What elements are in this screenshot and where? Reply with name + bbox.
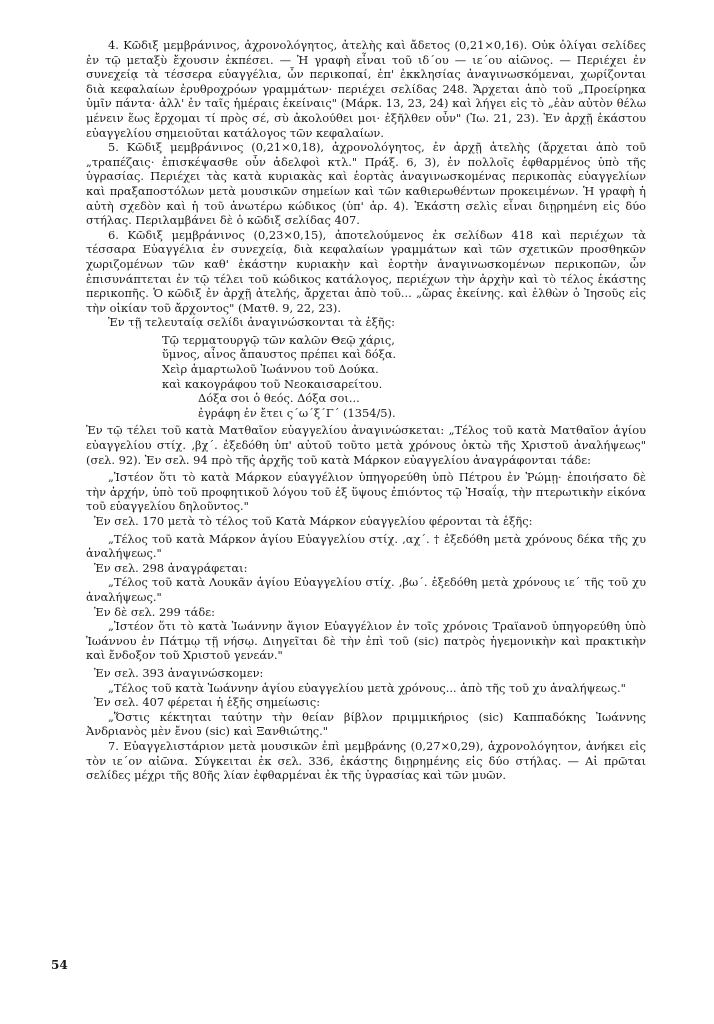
colophon-verse bbox=[86, 333, 646, 421]
owner-note-quote: „Ὅστις κέκτηται ταύτην τὴν θείαν βίβλον πριμμικήριος (sic) Καππαδόκης Ἰωάννης Ἀνδριανὸς μὲν ἔνου (sic) καὶ Ξανθιώτης." bbox=[86, 709, 646, 739]
page-number: 54 bbox=[51, 958, 68, 972]
verse-line: Δόξα σοι ὁ θεός. Δόξα σοι... bbox=[198, 391, 360, 406]
verse-line: ἐγράφη ἐν ἔτει ς΄ω΄ξ΄Γ΄ (1354/5). bbox=[198, 405, 396, 420]
page-170-intro: Ἐν σελ. 170 μετὰ τὸ τέλος τοῦ Κατὰ Μάρκον εὐαγγελίου φέρονται τὰ ἑξῆς: bbox=[94, 514, 533, 528]
page-299-intro: Ἐν δὲ σελ. 299 τάδε: bbox=[94, 604, 215, 619]
page-298-intro: Ἐν σελ. 298 ἀναγράφεται: bbox=[94, 560, 248, 575]
page-393-intro: Ἐν σελ. 393 ἀναγινώσκομεν: bbox=[94, 665, 264, 680]
verse-line: καὶ κακογράφου τοῦ Νεοκαισαρείτου. bbox=[162, 376, 383, 391]
entry-5: 5. Κῶδιξ μεμβράνινος (0,21×0,18), ἀχρονολόγητος, ἐν ἀρχῇ ἀτελὴς (ἄρχεται ἀπὸ τοῦ „τραπέζαις· ἐπισκέψασθε οὖν ἀδελφοὶ κτλ." Πράξ. 6, 3), ἐν πολλοῖς ἐφθαρμένος ὑπὸ τῆς ὑγρασίας. Περιέχει τὰς κατὰ κυριακὰς καὶ ἑορτὰς ἀναγινωσκομένας περικοπὰς εὐαγγελίων καὶ πραξαποστόλων μετὰ μουσικῶν σημείων καὶ τῶν καθιερωθέντων προκειμένων. Ἡ γραφὴ ἡ αὐτὴ σχεδὸν καὶ ἡ τοῦ ἀνωτέρω κώδικος (ὑπ' ἀρ. 4). Ἑκάστη σελὶς εἶναι διῃρημένη εἰς δύο στήλας. Περιλαμβάνει δὲ ὁ κῶδιξ σελίδας 407. bbox=[86, 140, 646, 228]
entry-6: 6. Κῶδιξ μεμβράνινος (0,23×0,15), ἀποτελούμενος ἐκ σελίδων 418 καὶ περιέχων τὰ τέσσαρα Εὐαγγέλια ἐν συνεχείᾳ, διὰ κεφαλαίων γραμμάτων καὶ τῶν σχετικῶν προσθηκῶν χωριζομένων τῶν καθ' ἑκάστην κυριακὴν καὶ ἑορτὴν ἀναγινωσκομένων περικοπῶν, ὧν ἐπισυνάπτεται ἐν τῷ τέλει τοῦ κώδικος κατάλογος, περιέχων τὴν ἀρχὴν καὶ τὸ τέλος ἑκάστης περικοπῆς. Ὁ κῶδιξ ἐν ἀρχῇ ἀτελής, ἄρχεται ἀπὸ τοῦ... „ὥρας ἐκείνης. καὶ ἐλθὼν ὁ Ἰησοῦς εἰς τὴν οἰκίαν τοῦ ἄρχοντος" (Ματθ. 9, 22, 23). bbox=[86, 227, 646, 315]
page-407-intro: Ἐν σελ. 407 φέρεται ἡ ἑξῆς σημείωσις: bbox=[94, 695, 321, 710]
mark-quote: „Ἰστέον ὅτι τὸ κατὰ Μάρκον εὐαγγέλιον ὑπηγορεύθη ὑπὸ Πέτρου ἐν Ῥώμῃ· ἐποιήσατο δὲ τὴν ἀρχήν, ὑπὸ τοῦ προφητικοῦ λόγου τοῦ ἐξ ὕψους ἐπιόντος τῷ Ἠσαΐᾳ, τὴν πτερωτικὴν εἰκόνα τοῦ εὐαγγελίου δηλοῦντος." bbox=[86, 470, 646, 514]
verse-line: Χεὶρ ἁμαρτωλοῦ Ἰωάννου τοῦ Δούκα. bbox=[162, 362, 379, 377]
matthew-end-note: Ἐν τῷ τέλει τοῦ κατὰ Ματθαῖον εὐαγγελίου ἀναγινώσκεται: „Τέλος τοῦ κατὰ Ματθαῖον ἁγίου εὐαγγελίου στίχ. ‚βχ΄. ἐξεδόθη ὑπ' αὐτοῦ τοῦτο μετὰ χρόνους ὀκτὼ τῆς Χριστοῦ ἀναλήψεως" (σελ. 92). Ἐν σελ. 94 πρὸ τῆς ἀρχῆς τοῦ κατὰ Μάρκον εὐαγγελίου ἀναγράφονται τάδε: bbox=[86, 423, 646, 467]
entry-7: 7. Εὐαγγελιστάριον μετὰ μουσικῶν ἐπὶ μεμβράνης (0,27×0,29), ἀχρονολόγητον, ἀνήκει εἰς τὸν ιε΄ον αἰῶνα. Σύγκειται ἐκ σελ. 336, ἑκάστης διῃρημένης εἰς δύο στήλας. — Αἱ πρῶται σελίδες μέχρι τῆς 80ῆς λίαν ἐφθαρμέναι ἐκ τῆς ὑγρασίας καὶ τῶν μυῶν. bbox=[86, 738, 646, 783]
john-end-quote: „Τέλος τοῦ κατὰ Ἰωάννην ἁγίου εὐαγγελίου μετὰ χρόνους... ἀπὸ τῆς τοῦ χυ ἀναλήψεως." bbox=[108, 680, 626, 695]
verse-line: ὕμνος, αἶνος ἄπαυστος πρέπει καὶ δόξα. bbox=[162, 347, 397, 362]
mark-end-quote: „Τέλος τοῦ κατὰ Μάρκον ἁγίου Εὐαγγελίου στίχ. ‚αχ΄. † ἐξεδόθη μετὰ χρόνους δέκα τῆς χυ ἀναλήψεως." bbox=[86, 531, 646, 561]
page-body bbox=[86, 38, 646, 783]
john-quote: „Ἰστέον ὅτι τὸ κατὰ Ἰωάννην ἅγιον Εὐαγγέλιον ἐν τοῖς χρόνοις Τραϊανοῦ ὑπηγορεύθη ὑπὸ Ἰωάννου ἐν Πάτμῳ τῇ νήσῳ. Διηγεῖται δὲ τὴν ἐπὶ τοῦ (sic) πατρὸς ἡγεμονικὴν καὶ πρακτικὴν καὶ ἔνδοξον τοῦ Χριστοῦ γενεάν." bbox=[86, 619, 646, 663]
luke-end-quote: „Τέλος τοῦ κατὰ Λουκᾶν ἁγίου Εὐαγγελίου στίχ. ‚βω΄. ἐξεδόθη μετὰ χρόνους ιε΄ τῆς τοῦ χυ ἀναλήψεως." bbox=[86, 575, 646, 604]
last-page-intro: Ἐν τῇ τελευταίᾳ σελίδι ἀναγινώσκονται τὰ ἑξῆς: bbox=[108, 315, 395, 330]
verse-line: Τῷ τερματουργῷ τῶν καλῶν Θεῷ χάρις, bbox=[162, 332, 395, 347]
entry-4: 4. Κῶδιξ μεμβράνινος, ἀχρονολόγητος, ἀτελὴς καὶ ἄδετος (0,21×0,16). Οὐκ ὀλίγαι σελίδες ἐν τῷ μεταξὺ ἔχουσιν ἐκπέσει. — Ἡ γραφὴ εἶναι τοῦ ιδ΄ου — ιε΄ου αἰῶνος. — Περιέχει ἐν συνεχείᾳ τὰ τέσσερα εὐαγγέλια, ὧν περικοπαί, ἐπ' ἐκκλησίας ἀναγινωσκόμεναι, χωρίζονται διὰ κεφαλαίων ἐρυθροχρόων γραμμάτων· περιέχει σελίδας 248. Ἄρχεται ἀπὸ τοῦ „Προείρηκα ὑμῖν πάντα· ἀλλ' ἐν ταῖς ἡμέραις ἐκείναις" (Μάρκ. 13, 23, 24) καὶ λήγει εἰς τὸ „ἐὰν αὐτὸν θέλω μένειν ἕως ἔρχομαι τί πρὸς σέ, σὺ ἀκολούθει μοι· ἐξῆλθεν οὖν" (Ἰω. 21, 23). Ἐν ἀρχῇ ἑκάστου εὐαγγελίου σημειοῦται κατάλογος τῶν κεφαλαίων. bbox=[86, 38, 646, 140]
